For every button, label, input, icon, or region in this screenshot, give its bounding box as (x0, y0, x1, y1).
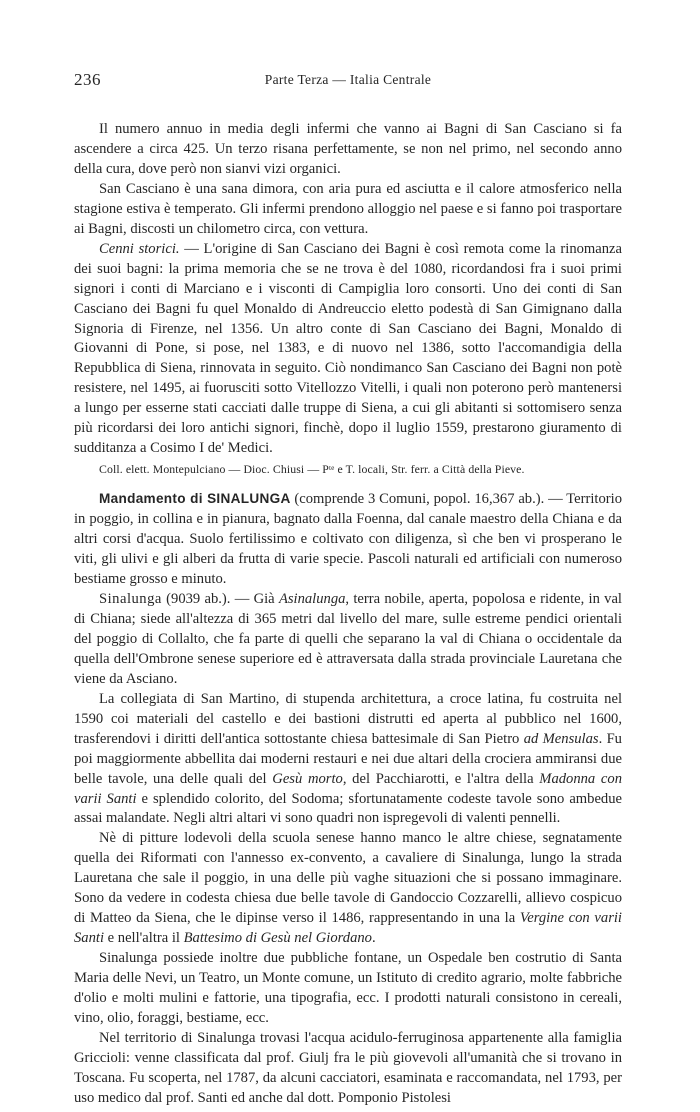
section-label-cenni-storici: Cenni storici. (99, 240, 180, 257)
administrative-info-line: Coll. elett. Montepulciano — Dioc. Chiusi — Pᵗᵉ e T. locali, Str. ferr. a Città della Pieve. (99, 462, 525, 477)
body-text (74, 120, 622, 1109)
paragraph-sinalunga: Sinalunga (9039 ab.). — Già Asinalunga, terra nobile, aperta, popolosa e ridente, in val di Chiana; siede all'altezza di 365 metri dal livello del mare, sulle estreme pendici orientali del poggio di Collalto, che fa parte di quelli che separano la val di Chiana o occidentale da quella dell'Ombrone senese superiore ed è attraversata dalla strada provinciale Lauretana che viene da Asciano. (74, 590, 622, 687)
paragraph-infermi: Il numero annuo in media degli infermi che vanno ai Bagni di San Casciano si fa ascendere a circa 425. Un terzo risana perfettamente, se non nel primo, nel secondo anno della cura, dove però non sianvi vizi organici. (74, 121, 622, 177)
paragraph-cenni-storici: Cenni storici. — L'origine di San Casciano dei Bagni è così remota come la rinomanza dei suoi bagni: la prima memoria che se ne trova è del 1080, ricordandosi fra i suoi primi signori i conti di Marciano e i visconti di Campiglia loro consorti. Uno dei conti di San Casciano dei Bagni fu quel Monaldo di Andreuccio eletto podestà di San Gimignano dalla Signoria di Firenze, nel 1356. Un altro conte di San Casciano dei Bagni, Monaldo di Giovanni di Pone, si pose, nel 1383, e di nuovo nel 1386, sotto l'accomandigia della Repubblica di Siena, rinnovata in seguito. Ciò nondimanco San Casciano dei Bagni non potè resistere, nel 1495, ai fuorusciti sotto Vitellozzo Vitelli, i quali non poterono però mantenersi a lungo per esserne stati cacciati dalle truppe di Siena, a cui gli abitanti si sottomisero senza più ricordarsi dei loro antichi signori, finchè, dopo il luglio 1559, prestarono giuramento di sudditanza a Cosimo I de' Medici. (74, 240, 622, 457)
page-header (74, 70, 622, 92)
paragraph-dimora: San Casciano è una sana dimora, con aria pura ed asciutta e il calore atmosferico nella stagione estiva è temperato. Gli infermi prendono alloggio nel paese e si fanno poi trasportare ai Bagni, discosti un chilometro circa, con vettura. (74, 180, 622, 237)
paragraph-acqua: Nel territorio di Sinalunga trovasi l'acqua acidulo-ferruginosa appartenente alla famiglia Griccioli: venne classificata dal prof. Giulj fra le più giovevoli all'umanità che si trovano in Toscana. Fu scoperta, nel 1787, da alcuni cacciatori, esaminata e raccomandata, nel 1793, per uso medico dal prof. Santi ed anche dal dott. Pomponio Pistolesi (74, 1029, 622, 1106)
mandamento-lead: Mandamento di (99, 491, 208, 507)
page-number: 236 (74, 70, 101, 89)
paragraph-pitture: Nè di pitture lodevoli della scuola senese hanno manco le altre chiese, segnatamente quella dei Riformati con l'annesso ex-convento, a cavaliere di Sinalunga, lungo la strada Lauretana che sale il poggio, in una delle più vaghe situazioni che si possano immaginare. Sono da vedere in codesta chiesa due belle tavole di Gandoccio Cozzarelli, allievo cospicuo di Matteo da Siena, che le dipinse verso il 1486, rappresentando in una la Vergine con varii Santi e nell'altra il Battesimo di Gesù nel Giordano. (74, 830, 622, 947)
paragraph-possiede: Sinalunga possiede inoltre due pubbliche fontane, un Ospedale ben costrutio di Santa Maria delle Nevi, un Teatro, un Monte comune, un Istituto di credito agrario, molte fabbriche d'olio e molti mulini e fattorie, una tipografia, ecc. I prodotti naturali consistono in cereali, vino, olio, foraggi, bestiame, ecc. (74, 950, 622, 1026)
place-name-sinalunga: Sinalunga (99, 590, 162, 607)
mandamento-name: SINALUNGA (207, 491, 291, 507)
paragraph-mandamento: Mandamento di SINALUNGA (comprende 3 Comuni, popol. 16,367 ab.). — Territorio in poggio, in collina e in pianura, bagnato dalla Foenna, dal canale maestro della Chiana e da altri corsi d'acqua. Suolo fertilissimo e coltivato con diligenza, sì che ben vi prosperano le viti, gli ulivi e gli alberi da frutta di varie specie. Pascoli naturali ed artificiali con numeroso bestiame grosso e minuto. (74, 491, 622, 588)
paragraph-collegiata: La collegiata di San Martino, di stupenda architettura, a croce latina, fu costruita nel 1590 coi materiali del castello e dei bastioni distrutti ed aperta al pubblico nel 1600, trasferendovi i diritti dell'antica sottostante chiesa battesimale di San Pietro ad Mensulas. Fu poi maggiormente abbellita dai moderni restauri e nei due altari della crociera ammiransi due belle tavole, una delle quali del Gesù morto, del Pacchiarotti, e l'altra della Madonna con varii Santi e splendido colorito, del Sodoma; sfortunatamente codeste tavole sono ambedue assai malandate. Negli altri altari vi sono quadri non ispregevoli di valenti pennelli. (74, 690, 622, 827)
running-head: Parte Terza — Italia Centrale (264, 72, 432, 87)
